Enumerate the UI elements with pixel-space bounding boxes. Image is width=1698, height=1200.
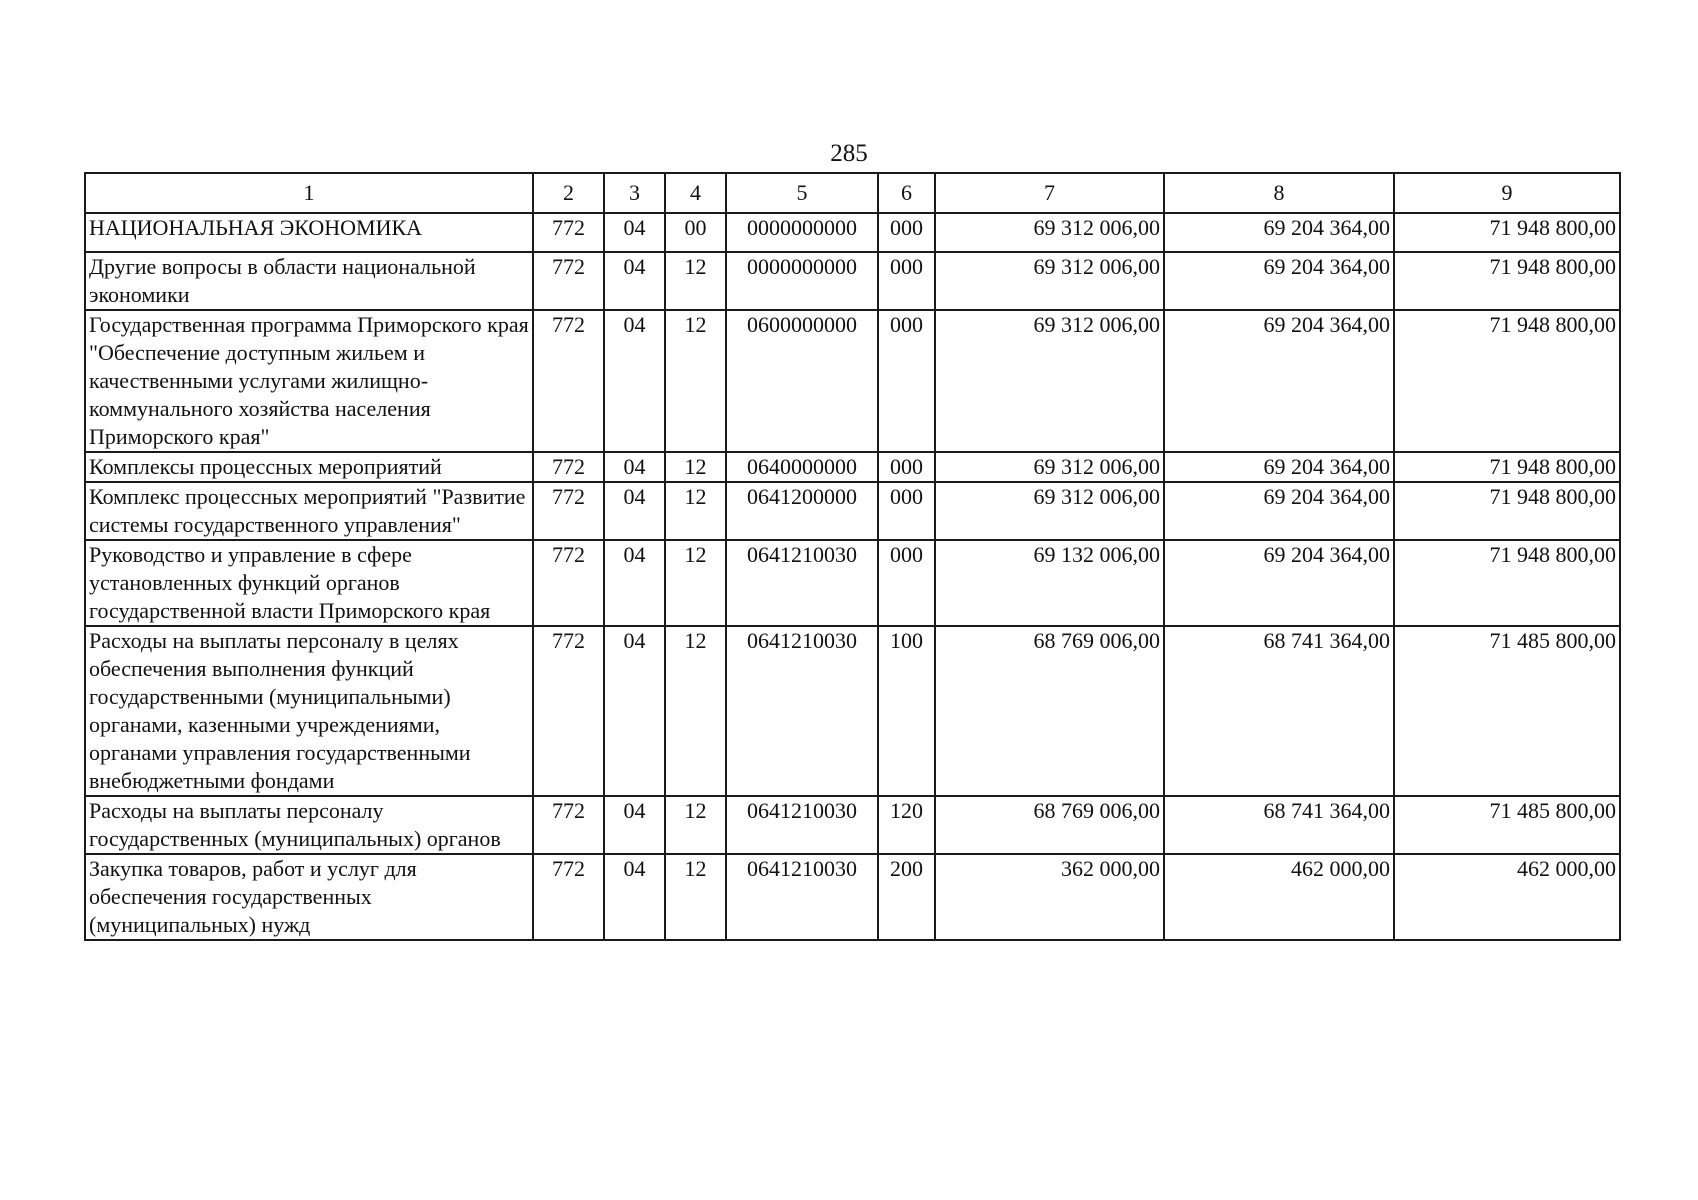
amount-cell-9: 71 948 800,00 <box>1394 540 1620 626</box>
subsection-code-cell: 12 <box>665 252 726 310</box>
amount-cell-7: 69 312 006,00 <box>935 452 1164 482</box>
column-header-3: 3 <box>604 173 665 213</box>
amount-cell-7: 69 132 006,00 <box>935 540 1164 626</box>
row-name-cell: Другие вопросы в области национальной экономики <box>85 252 533 310</box>
subsection-code-cell: 12 <box>665 796 726 854</box>
expense-type-cell: 000 <box>878 310 935 452</box>
column-header-9: 9 <box>1394 173 1620 213</box>
expense-type-cell: 000 <box>878 252 935 310</box>
expense-type-cell: 200 <box>878 854 935 940</box>
table-row <box>85 854 1620 940</box>
subsection-code-cell: 12 <box>665 626 726 796</box>
table-row <box>85 252 1620 310</box>
target-article-cell: 0000000000 <box>726 213 878 252</box>
admin-code-cell: 772 <box>533 796 604 854</box>
target-article-cell: 0640000000 <box>726 452 878 482</box>
expense-type-cell: 000 <box>878 452 935 482</box>
column-header-2: 2 <box>533 173 604 213</box>
amount-cell-8: 462 000,00 <box>1164 854 1394 940</box>
amount-cell-7: 68 769 006,00 <box>935 796 1164 854</box>
subsection-code-cell: 12 <box>665 482 726 540</box>
target-article-cell: 0641210030 <box>726 626 878 796</box>
amount-cell-9: 71 948 800,00 <box>1394 252 1620 310</box>
admin-code-cell: 772 <box>533 854 604 940</box>
target-article-cell: 0641210030 <box>726 854 878 940</box>
admin-code-cell: 772 <box>533 452 604 482</box>
column-header-1: 1 <box>85 173 533 213</box>
amount-cell-7: 69 312 006,00 <box>935 213 1164 252</box>
amount-cell-9: 71 485 800,00 <box>1394 626 1620 796</box>
amount-cell-8: 69 204 364,00 <box>1164 540 1394 626</box>
table-row <box>85 482 1620 540</box>
table-row <box>85 452 1620 482</box>
row-name-cell: Комплексы процессных мероприятий <box>85 452 533 482</box>
column-header-5: 5 <box>726 173 878 213</box>
column-header-4: 4 <box>665 173 726 213</box>
amount-cell-7: 69 312 006,00 <box>935 252 1164 310</box>
amount-cell-8: 69 204 364,00 <box>1164 482 1394 540</box>
column-header-8: 8 <box>1164 173 1394 213</box>
table-row <box>85 626 1620 796</box>
section-code-cell: 04 <box>604 452 665 482</box>
subsection-code-cell: 00 <box>665 213 726 252</box>
expense-type-cell: 000 <box>878 540 935 626</box>
row-name-cell: НАЦИОНАЛЬНАЯ ЭКОНОМИКА <box>85 213 533 252</box>
amount-cell-8: 69 204 364,00 <box>1164 213 1394 252</box>
section-code-cell: 04 <box>604 796 665 854</box>
row-name-cell: Расходы на выплаты персоналу в целях обеспечения выполнения функций государственными (муниципальными) органами, казенными учреждениями, органами управления государственными внебюджетными фондами <box>85 626 533 796</box>
amount-cell-8: 68 741 364,00 <box>1164 626 1394 796</box>
amount-cell-9: 71 485 800,00 <box>1394 796 1620 854</box>
amount-cell-7: 69 312 006,00 <box>935 482 1164 540</box>
expense-type-cell: 100 <box>878 626 935 796</box>
subsection-code-cell: 12 <box>665 452 726 482</box>
target-article-cell: 0641210030 <box>726 796 878 854</box>
row-name-cell: Руководство и управление в сфере установленных функций органов государственной власти Приморского края <box>85 540 533 626</box>
table-row <box>85 540 1620 626</box>
admin-code-cell: 772 <box>533 213 604 252</box>
table-row <box>85 310 1620 452</box>
table-row <box>85 213 1620 252</box>
section-code-cell: 04 <box>604 540 665 626</box>
row-name-cell: Закупка товаров, работ и услуг для обеспечения государственных (муниципальных) нужд <box>85 854 533 940</box>
amount-cell-9: 71 948 800,00 <box>1394 482 1620 540</box>
amount-cell-9: 462 000,00 <box>1394 854 1620 940</box>
expense-type-cell: 000 <box>878 213 935 252</box>
section-code-cell: 04 <box>604 854 665 940</box>
amount-cell-9: 71 948 800,00 <box>1394 452 1620 482</box>
expense-type-cell: 120 <box>878 796 935 854</box>
subsection-code-cell: 12 <box>665 310 726 452</box>
amount-cell-9: 71 948 800,00 <box>1394 310 1620 452</box>
amount-cell-8: 69 204 364,00 <box>1164 310 1394 452</box>
row-name-cell: Комплекс процессных мероприятий "Развитие системы государственного управления" <box>85 482 533 540</box>
amount-cell-7: 362 000,00 <box>935 854 1164 940</box>
section-code-cell: 04 <box>604 626 665 796</box>
admin-code-cell: 772 <box>533 252 604 310</box>
amount-cell-8: 69 204 364,00 <box>1164 252 1394 310</box>
subsection-code-cell: 12 <box>665 854 726 940</box>
amount-cell-7: 68 769 006,00 <box>935 626 1164 796</box>
target-article-cell: 0641200000 <box>726 482 878 540</box>
admin-code-cell: 772 <box>533 482 604 540</box>
page-number: 285 <box>830 140 868 167</box>
target-article-cell: 0000000000 <box>726 252 878 310</box>
amount-cell-7: 69 312 006,00 <box>935 310 1164 452</box>
target-article-cell: 0641210030 <box>726 540 878 626</box>
column-header-6: 6 <box>878 173 935 213</box>
expense-type-cell: 000 <box>878 482 935 540</box>
admin-code-cell: 772 <box>533 626 604 796</box>
budget-table <box>84 172 1621 941</box>
amount-cell-8: 69 204 364,00 <box>1164 452 1394 482</box>
target-article-cell: 0600000000 <box>726 310 878 452</box>
subsection-code-cell: 12 <box>665 540 726 626</box>
table-header-row <box>85 173 1620 213</box>
amount-cell-8: 68 741 364,00 <box>1164 796 1394 854</box>
admin-code-cell: 772 <box>533 540 604 626</box>
section-code-cell: 04 <box>604 310 665 452</box>
section-code-cell: 04 <box>604 213 665 252</box>
amount-cell-9: 71 948 800,00 <box>1394 213 1620 252</box>
section-code-cell: 04 <box>604 482 665 540</box>
admin-code-cell: 772 <box>533 310 604 452</box>
row-name-cell: Расходы на выплаты персоналу государственных (муниципальных) органов <box>85 796 533 854</box>
table-row <box>85 796 1620 854</box>
section-code-cell: 04 <box>604 252 665 310</box>
row-name-cell: Государственная программа Приморского края "Обеспечение доступным жильем и качественными услугами жилищно-коммунального хозяйства населения Приморского края" <box>85 310 533 452</box>
column-header-7: 7 <box>935 173 1164 213</box>
